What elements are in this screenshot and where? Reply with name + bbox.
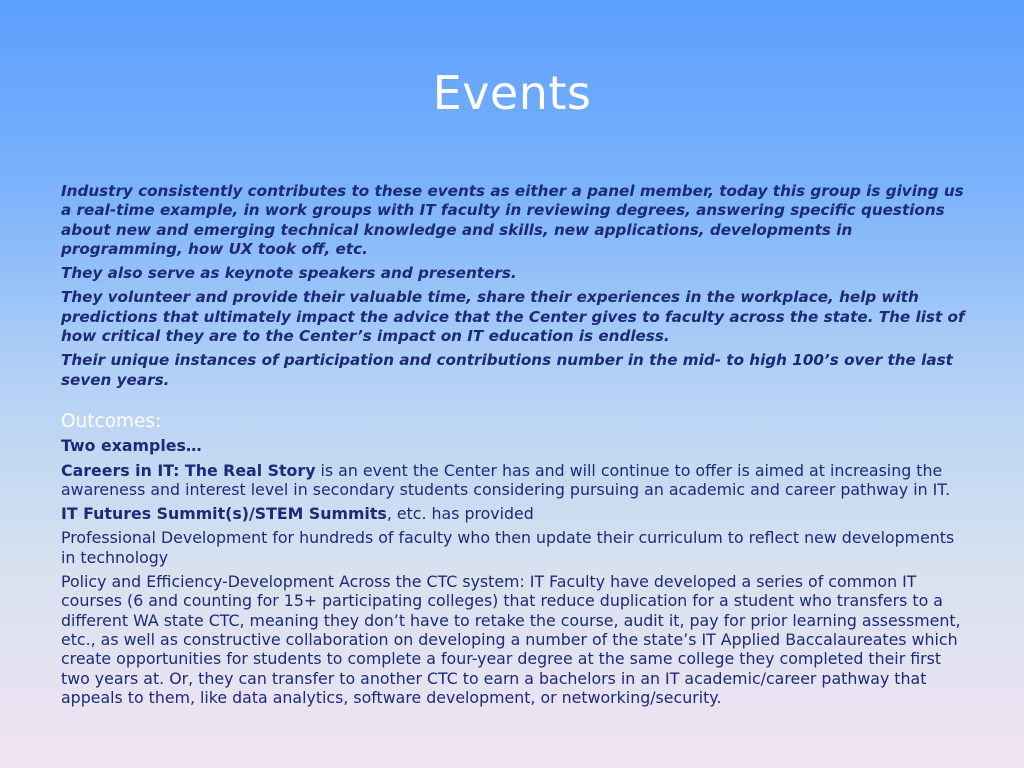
careers-event-name: Careers in IT: The Real Story: [61, 460, 316, 480]
intro-paragraph-2: They also serve as keynote speakers and presenters.: [61, 264, 517, 283]
careers-description: is an event the Center has and will continue to offer is aimed at increasing the awareness and interest level in secondary students considering pursuing an academic and career pathway in IT.: [61, 460, 951, 499]
futures-paragraph: [61, 504, 966, 523]
slide-body: [61, 182, 966, 712]
outcomes-subheading: Two examples…: [61, 436, 202, 456]
slide-title: Events: [432, 66, 592, 120]
outcomes-block: [61, 412, 966, 707]
policy-paragraph: Policy and Efficiency-Development Across the CTC system: IT Faculty have developed a series of common IT courses (6 and counting for 15+ participating colleges) that reduce duplication for a student who transfers to a different WA state CTC, meaning they don’t have to retake the course, audit it, pay for prior learning assessment, etc., as well as constructive collaboration on developing a number of the state’s IT Applied Baccalaureates which create opportunities for students to complete a four-year degree at the same college they completed their first two years at. Or, they can transfer to another CTC to earn a bachelors in an IT academic/career pathway that appeals to them, like data analytics, software development, or networking/security.: [61, 572, 961, 707]
intro-paragraph-4: Their unique instances of participation and contributions number in the mid- to high 100’s over the last seven years.: [61, 351, 953, 389]
professional-development-paragraph: Professional Development for hundreds of faculty who then update their curriculum to reflect new developments in technology: [61, 528, 955, 567]
futures-description: , etc. has provided: [386, 504, 534, 524]
intro-paragraph-1: Industry consistently contributes to these events as either a panel member, today this group is giving us a real-time example, in work groups with IT faculty in reviewing degrees, answering specific questions about new and emerging technical knowledge and skills, new applications, developments in programming, how UX took off, etc.: [61, 182, 964, 258]
intro-paragraph-3: They volunteer and provide their valuable time, share their experiences in the workplace, help with predictions that ultimately impact the advice that the Center gives to faculty across the state. The list of how critical they are to the Center’s impact on IT education is endless.: [61, 288, 965, 346]
careers-paragraph: [61, 461, 966, 500]
futures-event-name: IT Futures Summit(s)/STEM Summits: [61, 504, 387, 524]
outcomes-heading: Outcomes:: [61, 410, 162, 432]
intro-block: [61, 182, 966, 390]
